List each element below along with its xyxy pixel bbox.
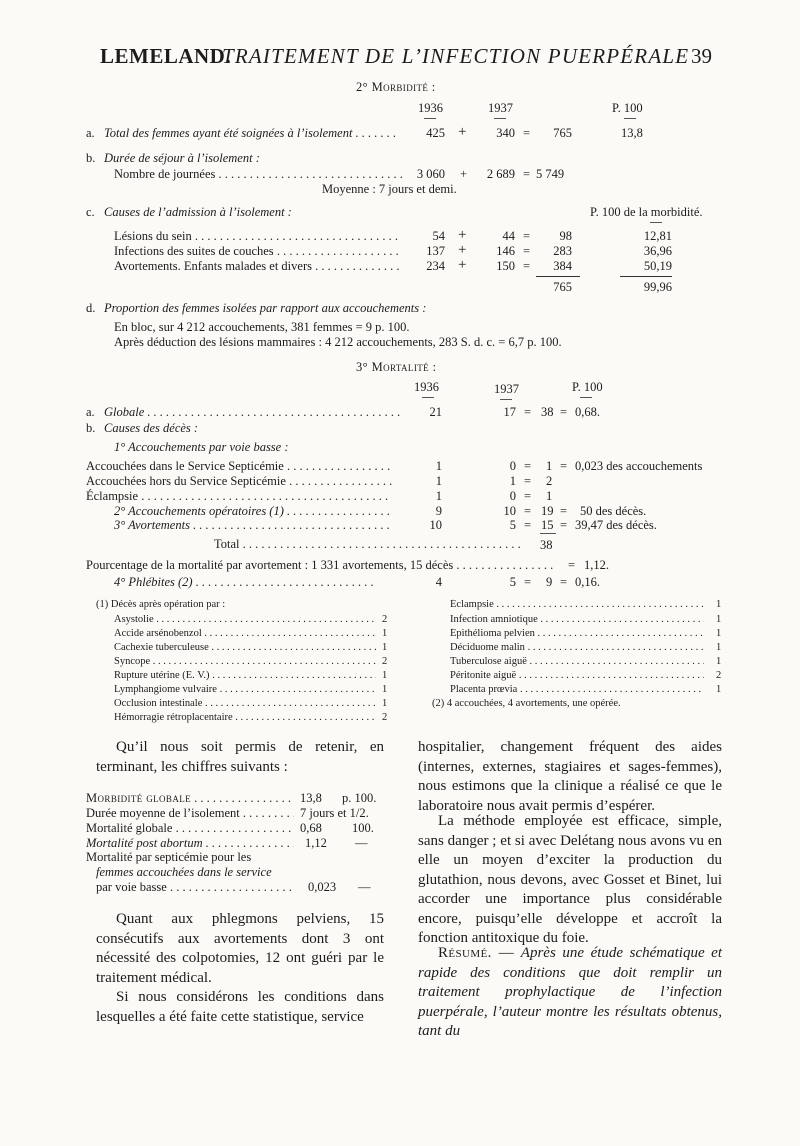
mort-a-eq: = (524, 405, 532, 419)
morb-d-line2: Après déduction des lésions mammaires : 4 212 accouchements, 283 S. d. c. = 6,7 p. 100. (114, 335, 562, 349)
morb-d-letter: d. (86, 301, 96, 315)
summary-septi-value: 0,023 (308, 880, 337, 894)
page-number: 39 (691, 44, 712, 68)
mort-voie-basse: 1° Accouchements par voie basse : (114, 440, 289, 454)
mort-a-total: 38 (541, 405, 554, 419)
mort-a-letter: a. (86, 405, 95, 419)
morb-a-1937: 340 (496, 126, 515, 140)
morb-a-total: 765 (553, 126, 572, 140)
mort-a-eq2: = (560, 405, 568, 419)
morb-b-plus: + (460, 167, 468, 181)
footnote-intro: (1) Décès après opération par : (96, 599, 226, 610)
morb-a-label: Total des femmes ayant été soignées à l’isolement . . . (104, 126, 396, 141)
mort-a-1936: 21 (429, 405, 442, 419)
mort-pourcentage-value: 1,12. (584, 558, 609, 572)
mort-total-value: 38 (540, 538, 553, 552)
running-header (100, 44, 712, 74)
morb-a-eq: = (523, 126, 531, 140)
morb-b-label: Durée de séjour à l’isolement : (104, 151, 260, 165)
morb-b-sublabel: Nombre de journées . . . (114, 167, 402, 182)
morb-b-letter: b. (86, 151, 96, 165)
morb-c-label: Causes de l’admission à l’isolement : (104, 205, 292, 219)
mort-phlebites-eq: = (524, 575, 532, 589)
morb-b-moyenne: Moyenne : 7 jours et demi. (322, 182, 457, 196)
mort-col-1936: 1936 (414, 380, 439, 394)
left-para2: Si nous considérons les conditions dans lesquelles a été faite cette statistique, service (96, 989, 384, 1025)
left-para1: Quant aux phlegmons pelviens, 15 consécutifs aux avortements dont 3 ont nécessité des colpotomies, 12 ont guéri par le traitement médical. (96, 911, 384, 986)
morb-c-letter: c. (86, 205, 95, 219)
mort-phlebites-1937: 5 (509, 575, 516, 589)
resume-paragraph (418, 944, 722, 1042)
mort-a-p100: 0,68. (575, 405, 600, 419)
mort-b-label: Causes des décès : (104, 421, 199, 435)
summary-septi-unit: — (358, 880, 371, 894)
mort-col-p100: P. 100 (572, 380, 603, 394)
resume-text: Après une étude schématique et rapide des conditions que doit remplir un traitement prophylactique de l’infection puerpérale, l’auteur montre les résultats obtenus, tant du (418, 945, 723, 1039)
morb-a-letter: a. (86, 126, 95, 140)
mort-phlebites-1936: 4 (435, 575, 442, 589)
morb-b-total: 5 749 (536, 167, 565, 181)
mort-col-1937: 1937 (494, 382, 519, 396)
footnote-2: (2) 4 accouchées, 4 avortements, une opérée. (432, 698, 621, 709)
morb-c-sum-p: 99,96 (643, 280, 672, 294)
mort-phlebites-label: 4° Phlébites (2) . . . (114, 575, 376, 590)
morbidite-heading: 2° Morbidité : (356, 80, 436, 94)
morb-c-sum-total: 765 (553, 280, 572, 294)
mortalite-heading: 3° Mortalité : (356, 360, 437, 374)
morb-col-1937: 1937 (488, 101, 513, 115)
morb-b-1937: 2 689 (486, 167, 515, 181)
resume-label: Résumé. — (438, 945, 515, 961)
morb-d-label: Proportion des femmes isolées par rapport aux accouchements : (104, 301, 427, 315)
mort-phlebites-eq2: = (560, 575, 568, 589)
mort-total-label: Total . . . (214, 537, 524, 552)
mort-a-label: Globale . . . (104, 405, 400, 420)
morb-c-pnote: P. 100 de la morbidité. (590, 205, 703, 219)
morb-a-plus: + (458, 124, 467, 140)
mort-pourcentage-eq: = (568, 558, 576, 572)
morb-col-1936: 1936 (418, 101, 443, 115)
mort-phlebites-total: 9 (546, 575, 553, 589)
mort-a-1937: 17 (503, 405, 516, 419)
summary-septi-3: par voie basse . . . (96, 880, 292, 895)
right-para2: La méthode employée est efficace, simple, sans danger ; et si avec Delétang nous avons vu en elle un moyen d’exciter la production du glutathion, nous devons, avec Gosset et Binet, lui accorder une importance plus considérable encore, puisqu’elle développe et accroît la fonction antitoxique du foie. (418, 813, 722, 946)
left-intro: Qu’il nous soit permis de retenir, en terminant, les chiffres suivants : (96, 739, 384, 775)
mort-b-letter: b. (86, 421, 96, 435)
mort-pourcentage: Pourcentage de la mortalité par avortement : 1 331 avortements, 15 décès . . . (86, 558, 556, 573)
summary-septi-2: femmes accouchées dans le service (96, 865, 272, 879)
morb-d-line1: En bloc, sur 4 212 accouchements, 381 femmes = 9 p. 100. (114, 320, 410, 334)
morb-b-1936: 3 060 (416, 167, 445, 181)
morb-col-p100: P. 100 (612, 101, 643, 115)
right-para1: hospitalier, changement fréquent des aides (internes, externes, stagiaires et sages-femmes), nous estimons que la clinique a réalisé ce que le laboratoire nous avait permis d’espérer. (418, 739, 722, 814)
header-title: TRAITEMENT DE L’INFECTION PUERPÉRALE (222, 44, 690, 68)
morb-a-1936: 425 (426, 126, 445, 140)
morb-b-eq: = (523, 167, 531, 181)
header-author: LEMELAND. (100, 44, 232, 68)
summary-septi-1: Mortalité par septicémie pour les (86, 850, 252, 864)
mort-phlebites-p100: 0,16. (575, 575, 600, 589)
morb-a-p100: 13,8 (621, 126, 643, 140)
